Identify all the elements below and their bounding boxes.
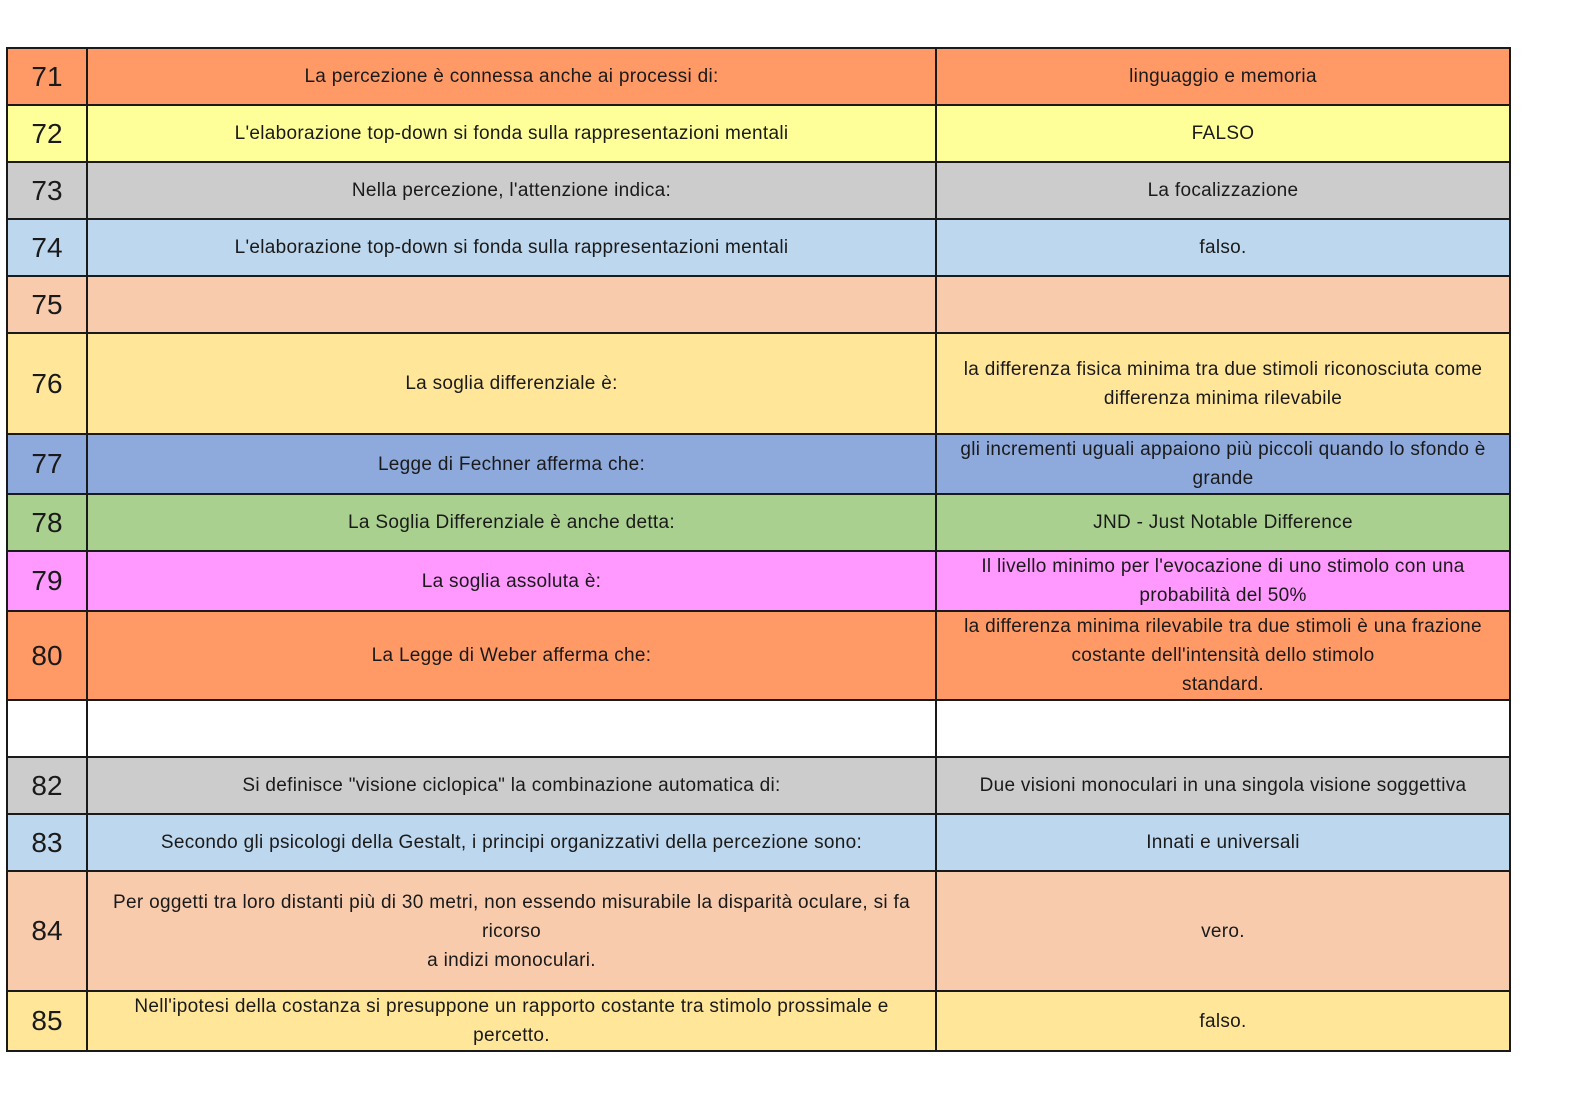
- row-number: 78: [31, 506, 63, 538]
- answer-text: Il livello minimo per l'evocazione di uno stimolo con una probabilità del 50%: [981, 556, 1465, 606]
- table-row: [7, 871, 1510, 991]
- answer-cell: [936, 162, 1510, 219]
- row-number-cell: [7, 551, 87, 611]
- answer-text: vero.: [1201, 920, 1245, 942]
- question-cell: [87, 434, 936, 494]
- question-text: Per oggetti tra loro distanti più di 30 metri, non essendo misurabile la disparità oculare, si fa ricorso a indizi monoculari.: [113, 891, 910, 971]
- table-row: [7, 551, 1510, 611]
- row-number: 80: [31, 639, 63, 671]
- question-text: La Legge di Weber afferma che:: [371, 645, 652, 666]
- row-number: 77: [31, 448, 63, 479]
- answer-text: falso.: [1199, 237, 1247, 258]
- answer-text: falso.: [1199, 1010, 1247, 1032]
- question-cell: [87, 219, 936, 276]
- answer-text: la differenza fisica minima tra due stimoli riconosciuta come differenza minima rilevabile: [963, 358, 1483, 409]
- table-row: [7, 991, 1510, 1051]
- answer-text: gli incrementi uguali appaiono più piccoli quando lo sfondo è grande: [960, 439, 1486, 489]
- question-text: La Soglia Differenziale è anche detta:: [348, 512, 675, 533]
- row-number-cell: [7, 494, 87, 551]
- question-cell: [87, 991, 936, 1051]
- question-text: La percezione è connessa anche ai processi di:: [304, 66, 719, 87]
- row-number: 83: [31, 826, 63, 858]
- answer-cell: [936, 105, 1510, 162]
- answer-cell: [936, 991, 1510, 1051]
- row-number-cell: [7, 611, 87, 700]
- answer-text: FALSO: [1191, 123, 1255, 144]
- table-row: [7, 611, 1510, 700]
- row-number-cell: [7, 814, 87, 871]
- question-cell: [87, 105, 936, 162]
- row-number-cell: [7, 757, 87, 814]
- row-number: 82: [31, 769, 63, 801]
- row-number-cell: [7, 700, 87, 757]
- row-number-cell: [7, 48, 87, 105]
- answer-text: La focalizzazione: [1147, 180, 1299, 201]
- table-row: [7, 219, 1510, 276]
- answer-cell: [936, 48, 1510, 105]
- row-number-cell: [7, 162, 87, 219]
- row-number-cell: [7, 991, 87, 1051]
- table-row: [7, 333, 1510, 434]
- question-text: La soglia differenziale è:: [405, 373, 618, 394]
- table-row: [7, 276, 1510, 333]
- answer-cell: [936, 276, 1510, 333]
- question-cell: [87, 48, 936, 105]
- row-number: 79: [31, 565, 63, 596]
- question-cell: [87, 551, 936, 611]
- quiz-table-body: [7, 48, 1510, 1051]
- row-number-cell: [7, 871, 87, 991]
- answer-text: linguaggio e memoria: [1129, 66, 1317, 87]
- answer-cell: [936, 494, 1510, 551]
- question-cell: [87, 611, 936, 700]
- row-number: 74: [31, 231, 63, 263]
- row-number: 84: [31, 915, 63, 946]
- row-number-cell: [7, 105, 87, 162]
- row-number: 75: [31, 288, 63, 320]
- answer-text: Due visioni monoculari in una singola visione soggettiva: [979, 775, 1467, 796]
- row-number-cell: [7, 219, 87, 276]
- answer-cell: [936, 219, 1510, 276]
- answer-cell: [936, 333, 1510, 434]
- table-row: [7, 814, 1510, 871]
- row-number-cell: [7, 276, 87, 333]
- answer-cell: [936, 757, 1510, 814]
- row-number-cell: [7, 434, 87, 494]
- table-row: [7, 105, 1510, 162]
- answer-text: la differenza minima rilevabile tra due stimoli è una frazione costante dell'intensità dello stimolo standard.: [964, 616, 1482, 695]
- answer-text: Innati e universali: [1146, 832, 1300, 853]
- answer-text: JND - Just Notable Difference: [1093, 512, 1353, 533]
- table-row: [7, 48, 1510, 105]
- row-number: 71: [31, 60, 63, 92]
- answer-cell: [936, 611, 1510, 700]
- row-number: 76: [31, 367, 63, 399]
- question-cell: [87, 871, 936, 991]
- table-row: [7, 162, 1510, 219]
- question-text: L'elaborazione top-down si fonda sulla rappresentazioni mentali: [234, 123, 789, 144]
- question-cell: [87, 162, 936, 219]
- question-cell: [87, 276, 936, 333]
- question-text: Nell'ipotesi della costanza si presuppone un rapporto costante tra stimolo prossimale e percetto.: [134, 996, 889, 1046]
- question-cell: [87, 494, 936, 551]
- question-text: Si definisce "visione ciclopica" la combinazione automatica di:: [242, 775, 781, 796]
- question-cell: [87, 814, 936, 871]
- quiz-table: [6, 47, 1511, 1052]
- row-number: 72: [31, 117, 63, 149]
- answer-cell: [936, 814, 1510, 871]
- row-number: 73: [31, 174, 63, 206]
- table-row: [7, 700, 1510, 757]
- question-text: Nella percezione, l'attenzione indica:: [351, 180, 672, 201]
- answer-cell: [936, 434, 1510, 494]
- table-row: [7, 757, 1510, 814]
- answer-cell: [936, 551, 1510, 611]
- question-cell: [87, 700, 936, 757]
- row-number: 85: [31, 1005, 63, 1036]
- question-text: L'elaborazione top-down si fonda sulla rappresentazioni mentali: [234, 237, 789, 258]
- answer-cell: [936, 700, 1510, 757]
- question-text: Legge di Fechner afferma che:: [377, 453, 646, 475]
- question-cell: [87, 333, 936, 434]
- row-number-cell: [7, 333, 87, 434]
- question-cell: [87, 757, 936, 814]
- table-row: [7, 494, 1510, 551]
- question-text: La soglia assoluta è:: [421, 570, 602, 592]
- answer-cell: [936, 871, 1510, 991]
- table-row: [7, 434, 1510, 494]
- question-text: Secondo gli psicologi della Gestalt, i principi organizzativi della percezione sono:: [160, 832, 863, 853]
